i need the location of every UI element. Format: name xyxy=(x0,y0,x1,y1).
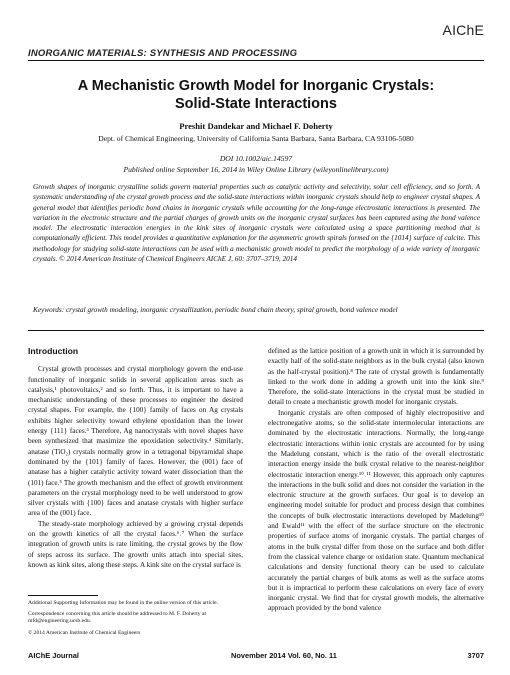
footnote-copyright: © 2014 American Institute of Chemical Engineers xyxy=(28,629,141,636)
abstract xyxy=(33,182,480,264)
title-line-2: Solid-State Interactions xyxy=(175,96,337,112)
footer-journal: AIChE Journal xyxy=(28,651,79,660)
footer-issue: November 2014 Vol. 60, No. 11 xyxy=(231,651,337,660)
abstract-text: Growth shapes of inorganic crystalline solids govern material properties such as catalytic activity and selectivity, solar cell efficiency, and so forth. A systematic understanding of the crystal growth process and the solid-state interactions within inorganic crystals should help to engineer crystal shapes. A general model that identifies periodic bond chains in inorganic crystals while accounting for the long-range electrostatic interactions is presented. The variation in the electronic structure and the partial charges of growth units on the inorganic crystal surfaces has been captured using the bond valence model. The electrostatic interaction energies in the kink sites of inorganic crystals were calculated using a space partitioning method that is computationally efficient. This model provides a quantitative explanation for the asymmetric growth spirals formed on the {1014} surface of calcite. This methodology for studying solid-state interactions can be used with a mechanistic growth model to predict the morphology of a wide variety of inorganic crystals. © 2014 American Institute of Chemical Engineers AIChE J, 60: 3707–3719, 2014 xyxy=(33,183,480,264)
keywords: Keywords: crystal growth modeling, inorganic crystallization, periodic bond chain theory, spiral growth, bond valence model xyxy=(33,306,398,314)
title-line-1: A Mechanistic Growth Model for Inorganic Crystals: xyxy=(77,78,435,94)
section-heading-introduction: Introduction xyxy=(28,346,79,356)
paragraph: Crystal growth processes and crystal morphology govern the end-use functionality of inorganic solids in several application areas such as catalysis,¹ photovoltaics,² and so forth. Thus, it is important to have a mechanistic understanding of these processes to engineer the desired crystal shapes. For example, the {100} family of faces on Ag crystals exhibits higher selectivity toward ethylene epoxidation than the lower energy {111} faces.³ Therefore, Ag nanocrystals with novel shapes have been synthesized that maximize the epoxidation selectivity.⁴ Similarly, anatase (TiO₂) crystals normally grow in a tetragonal bipyramidal shape dominated by the {101} family of faces. However, the (001) face of anatase has a higher catalytic activity toward water dissociation than the (101) face.⁵ The growth mechanism and the effect of growth environment parameters on the crystal morphology need to be well understood to grow silver crystals with {100} faces and anatase crystals with higher surface area of the (001) face. xyxy=(28,365,243,518)
footnote-correspondence: Correspondence concerning this article should be addressed to M. F. Doherty at mfd@engineering.ucsb.edu. xyxy=(28,611,207,625)
footer-page-number: 3707 xyxy=(467,651,484,660)
footnote-supporting-info: Additional Supporting Information may be found in the online version of this article. xyxy=(28,600,218,606)
affiliation: Dept. of Chemical Engineering, University of California Santa Barbara, Santa Barbara, CA 93106-5080 xyxy=(98,134,414,143)
paragraph: Inorganic crystals are often composed of highly electropositive and electronegative atoms, so the solid-state intermolecular interactions are dominated by the electrostatic interactions. Normally, the long-range electrostatic interactions within ionic crystals are accounted for by using the Madelung constant, which is the ratio of the overall electrostatic interaction energy inside the bulk crystal relative to the nearest-neighbor electrostatic interaction energy.¹⁰˒¹¹ However, this approach only captures the interactions in the bulk solid and does not consider the variation in the electronic structure at the growth surfaces. Our goal is to develop an engineering model suitable for product and process design that combines the concepts of bulk electrostatic interactions developed by Madelung¹⁰ and Ewald¹¹ with the effect of the surface structure on the electronic properties of surface atoms of inorganic crystals. The partial charges of atoms in the bulk crystal differ from those on the surface and both differ from the classical valence charge or oxidation state. Quantum mechanical calculations and density functional theory can be used to calculate accurately the partial charges of bulk atoms as well as the surface atoms but it is impractical to perform these calculations on every face of every inorganic crystal. We find that for crystal growth models, the alternative approach provided by the bond valence xyxy=(268,408,484,613)
abstract-rule xyxy=(28,330,484,331)
article-title xyxy=(28,77,484,113)
right-column xyxy=(268,346,484,614)
paragraph: The steady-state morphology achieved by a growing crystal depends on the growth kinetics of all the crystal faces.⁶˒⁷ When the surface integration of growth units is rate limiting, the crystal grows by the flow of steps across its surface. The growth units attach into special sites, known as kink sites, along these steps. A kink site on the crystal surface is xyxy=(28,519,243,569)
footnotes xyxy=(28,595,243,641)
journal-logo: AIChE xyxy=(442,22,484,38)
left-column xyxy=(28,346,243,570)
section-label: INORGANIC MATERIALS: SYNTHESIS AND PROCESSING xyxy=(28,48,298,59)
publication-info: Published online September 16, 2014 in Wiley Online Library (wileyonlinelibrary.com) xyxy=(123,165,389,174)
authors: Preshit Dandekar and Michael F. Doherty xyxy=(179,121,333,131)
footnote-rule xyxy=(28,595,98,596)
header-rule xyxy=(28,60,484,61)
paragraph: defined as the lattice position of a growth unit in which it is surrounded by exactly half of the solid-state neighbors as in the bulk crystal (also known as the half-crystal position).⁸ The rate of crystal growth is fundamentally linked to the work done in adding a growth unit into the kink site.⁹ Therefore, the solid-state interactions in the crystal must be studied in detail to create a mechanistic growth model for inorganic crystals. xyxy=(268,347,484,407)
doi: DOI 10.1002/aic.14597 xyxy=(219,154,293,163)
